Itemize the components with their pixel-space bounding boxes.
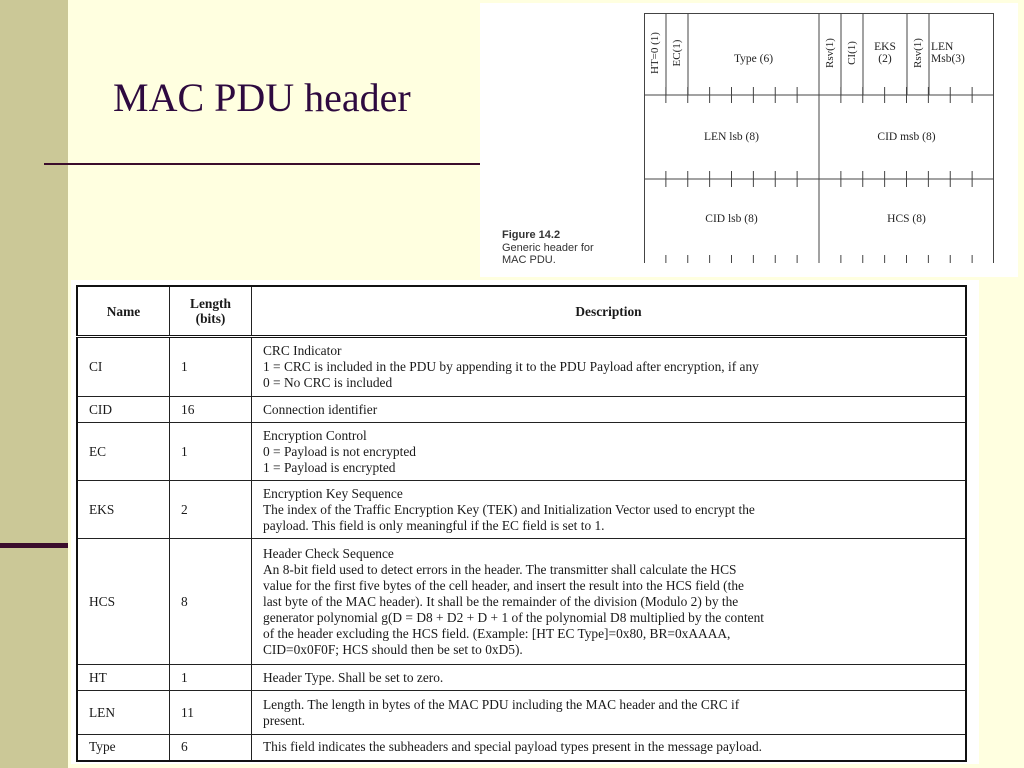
table-row [77,481,966,539]
field-eks-name: EKS [874,41,896,53]
description-line: The index of the Traffic Encryption Key (TEK) and Initialization Vector used to encrypt the [263,501,755,517]
col-header-length-unit: (bits) [195,311,226,326]
field-length-cell: 8 [170,539,252,665]
field-name-cell: HT [77,665,170,691]
title-rule [44,163,484,165]
description-line: 1 = Payload is encrypted [263,459,396,475]
field-description-cell [252,423,967,481]
table-row [77,397,966,423]
field-ci: CI(1) [846,41,858,65]
field-eks-bits: (2) [878,53,892,65]
slide-side-bar [0,0,68,768]
description-line: Header Check Sequence [263,545,394,561]
description-line: An 8-bit field used to detect errors in the header. The transmitter shall calculate the HCS [263,561,737,577]
field-ec: EC(1) [671,39,683,67]
figure-caption [502,229,594,267]
field-name-cell: CID [77,397,170,423]
description-line: Connection identifier [263,401,378,417]
side-accent-line [0,543,68,548]
description-line: Length. The length in bytes of the MAC PDU including the MAC header and the CRC if [263,696,740,712]
description-line: Header Type. Shall be set to zero. [263,669,444,685]
description-line: of the header excluding the HCS field. (Example: [HT EC Type]=0x80, BR=0xAAAA, [263,625,731,641]
field-eks [863,41,907,65]
field-length-cell: 16 [170,397,252,423]
header-bit-grid [644,13,994,263]
figure-caption-title: Figure 14.2 [502,229,561,241]
table-row [77,665,966,691]
field-description-cell [252,691,967,735]
description-line: This field indicates the subheaders and special payload types present in the message payload. [263,739,763,755]
field-rsv1: Rsv(1) [824,38,836,68]
field-description-cell [252,539,967,665]
field-length-cell: 1 [170,337,252,397]
field-len-lsb: LEN lsb (8) [704,131,759,143]
table-row [77,735,966,761]
field-description-cell [252,337,967,397]
description-line: Encryption Key Sequence [263,485,403,501]
field-cid-msb: CID msb (8) [877,131,936,143]
col-header-name: Name [77,286,170,337]
col-header-length [170,286,252,337]
field-length-cell: 11 [170,691,252,735]
field-name-cell: EC [77,423,170,481]
field-description-cell [252,665,967,691]
table-row [77,691,966,735]
table-row [77,539,966,665]
description-line: CRC Indicator [263,343,342,358]
field-rsv2: Rsv(1) [912,38,924,68]
slide-title: MAC PDU header [113,75,411,120]
table-row [77,337,966,397]
field-name-cell: Type [77,735,170,761]
field-description-cell [252,397,967,423]
table-header-row [77,286,966,337]
description-line: Encryption Control [263,427,367,443]
field-length-cell: 1 [170,665,252,691]
description-line: generator polynomial g(D = D8 + D2 + D + 1 of the polynomial D8 multiplied by the content [263,609,765,625]
description-line: 0 = Payload is not encrypted [263,443,416,459]
field-cid-lsb: CID lsb (8) [705,213,758,225]
description-line: last byte of the MAC header). It shall be the remainder of the division (Modulo 2) by the [263,593,739,609]
field-name-cell: LEN [77,691,170,735]
field-name-cell: EKS [77,481,170,539]
col-header-length-label: Length [190,296,231,311]
field-length-cell: 1 [170,423,252,481]
field-length-cell: 2 [170,481,252,539]
field-description-cell [252,735,967,761]
figure-caption-line: MAC PDU. [502,254,556,266]
field-name-cell: CI [77,337,170,397]
field-len-name: LEN [931,41,954,53]
field-len-bits: Msb(3) [931,53,965,65]
field-hcs: HCS (8) [887,213,926,225]
col-header-description: Description [252,286,967,337]
description-line: 1 = CRC is included in the PDU by appending it to the PDU Payload after encryption, if any [263,359,759,374]
description-line: payload. This field is only meaningful if the EC field is set to 1. [263,517,605,533]
description-line: CID=0x0F0F; HCS should then be set to 0xD5). [263,641,523,657]
table-row [77,423,966,481]
field-table-panel [71,280,979,764]
header-figure [480,3,1018,277]
description-line: present. [263,712,306,728]
figure-caption-line: Generic header for [502,241,594,254]
description-line: value for the first five bytes of the cell header, and insert the result into the HCS field (the [263,577,745,593]
field-ht: HT=0 (1) [649,32,661,74]
field-name-cell: HCS [77,539,170,665]
mac-header-fields-table [76,285,967,762]
field-len-msb [931,41,991,65]
field-length-cell: 6 [170,735,252,761]
field-description-cell [252,481,967,539]
description-line: 0 = No CRC is included [263,375,393,390]
field-type: Type (6) [733,53,774,65]
